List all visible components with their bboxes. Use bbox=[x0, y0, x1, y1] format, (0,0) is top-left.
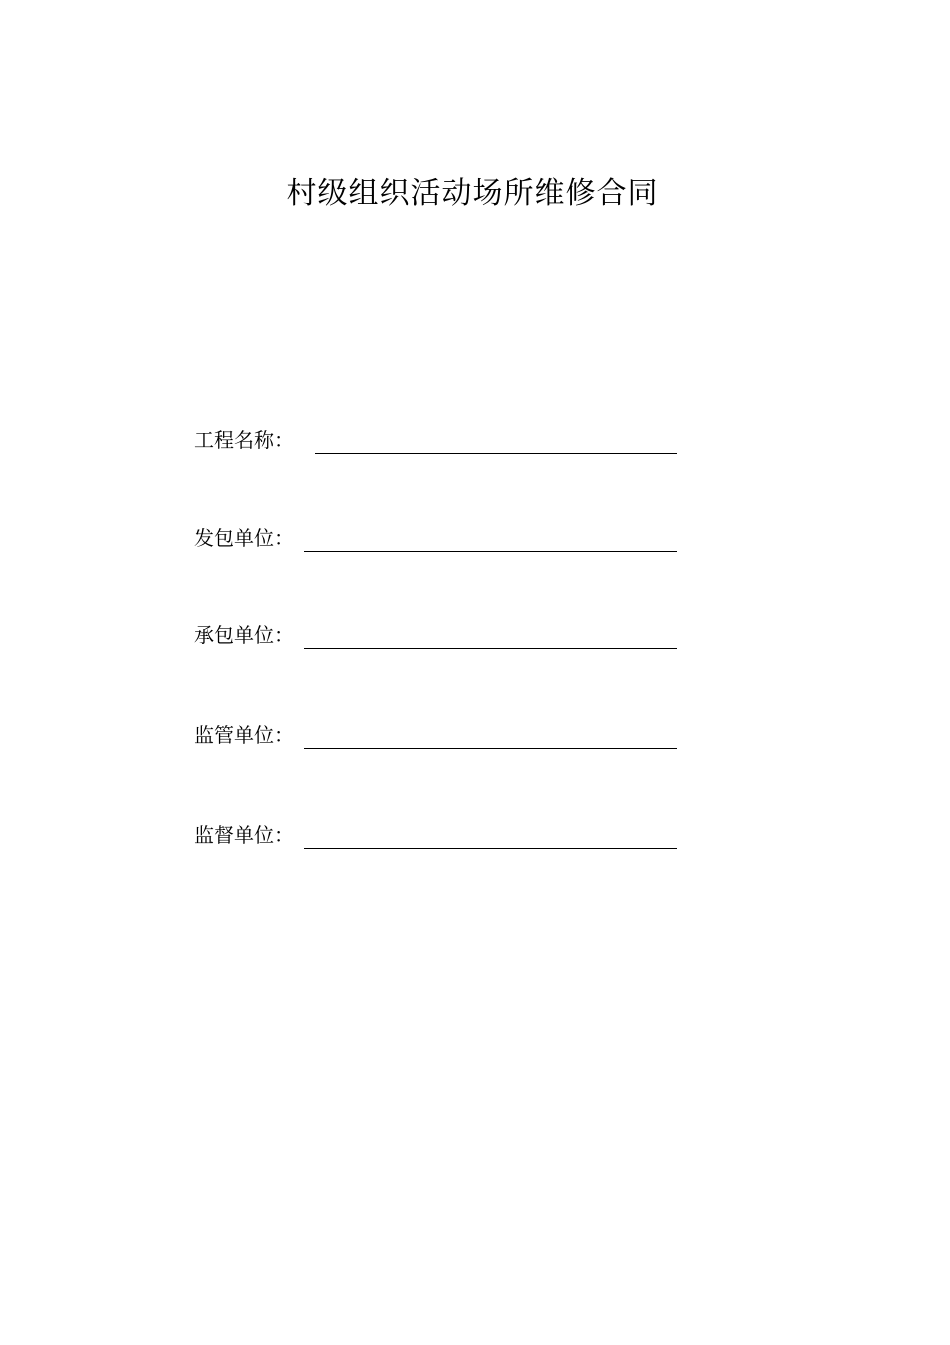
field-project-name bbox=[194, 424, 677, 454]
field-label: 承包单位： bbox=[194, 623, 294, 647]
field-supervising-unit bbox=[194, 719, 677, 749]
field-blank-line[interactable] bbox=[304, 551, 677, 552]
field-blank-line[interactable] bbox=[315, 453, 677, 454]
field-contractor bbox=[194, 619, 677, 649]
field-oversight-unit bbox=[194, 819, 677, 849]
field-employer bbox=[194, 522, 677, 552]
field-label: 发包单位： bbox=[194, 526, 294, 550]
field-blank-line[interactable] bbox=[304, 648, 677, 649]
field-blank-line[interactable] bbox=[304, 748, 677, 749]
field-label: 工程名称： bbox=[194, 428, 294, 452]
field-label: 监管单位： bbox=[194, 723, 294, 747]
field-label: 监督单位： bbox=[194, 823, 294, 847]
field-blank-line[interactable] bbox=[304, 848, 677, 849]
document-title: 村级组织活动场所维修合同 bbox=[286, 176, 659, 211]
